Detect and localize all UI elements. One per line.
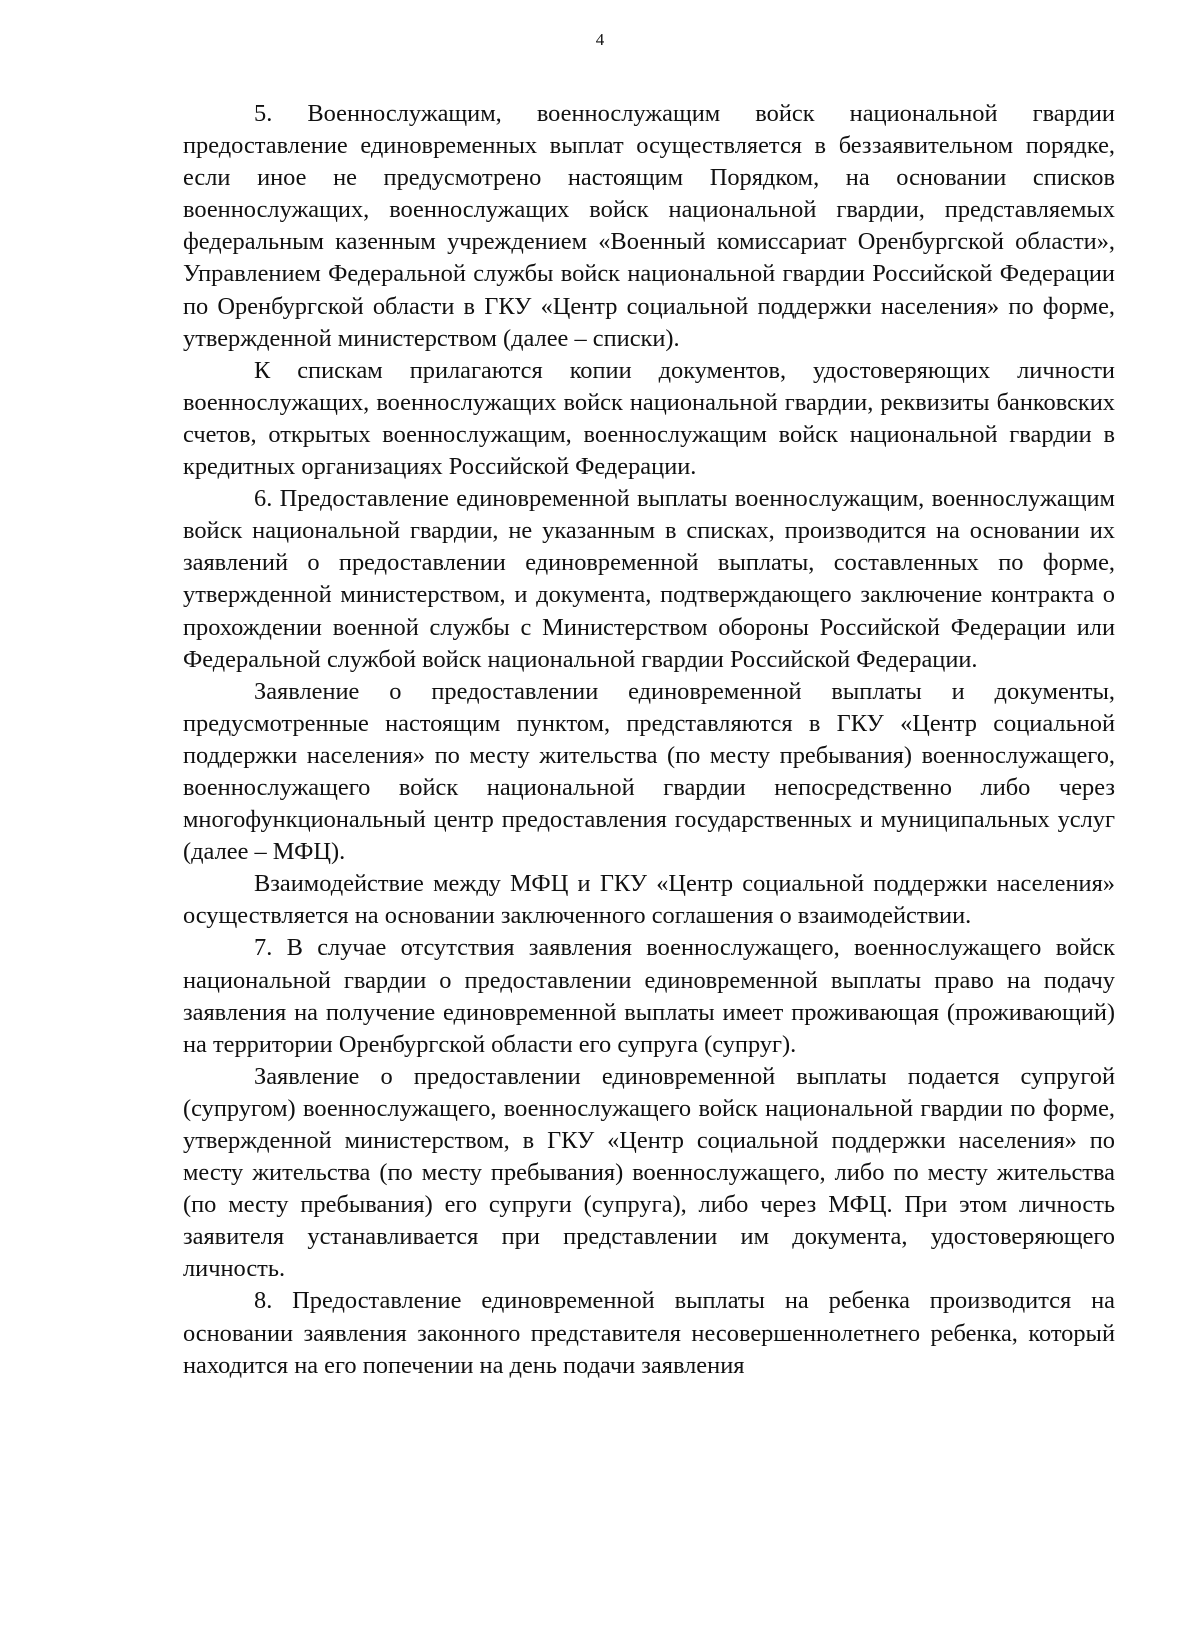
page-number: 4	[595, 30, 605, 49]
paragraph-item-8: 8. Предоставление единовременной выплаты на ребенка производится на основании заявления законного представителя несовершеннолетнего ребенка, который находится на его попечении на день подачи заявления	[183, 1287, 1115, 1379]
paragraph-item-7: 7. В случае отсутствия заявления военнослужащего, военнослужащего войск национальной гвардии о предоставлении единовременной выплаты право на подачу заявления на получение единовременной выплаты имеет проживающая (проживающий) на территории Оренбургской области его супруга (супруг).	[183, 934, 1115, 1058]
paragraph-item-7-spouse-application: Заявление о предоставлении единовременной выплаты подается супругой (супругом) военнослужащего, военнослужащего войск национальной гвардии по форме, утвержденной министерством, в ГКУ «Центр социальной поддержки населения» по месту жительства (по месту пребывания) военнослужащего, либо по месту жительства (по месту пребывания) его супруги (супруга), либо через МФЦ. При этом личность заявителя устанавливается при представлении им документа, удостоверяющего личность.	[183, 1062, 1115, 1283]
paragraph-item-5: 5. Военнослужащим, военнослужащим войск национальной гвардии предоставление единовременных выплат осуществляется в беззаявительном порядке, если иное не предусмотрено настоящим Порядком, на основании списков военнослужащих, военнослужащих войск национальной гвардии, представляемых федеральным казенным учреждением «Военный комиссариат Оренбургской области», Управлением Федеральной службы войск национальной гвардии Российской Федерации по Оренбургской области в ГКУ «Центр социальной поддержки населения» по форме, утвержденной министерством (далее – списки).	[183, 100, 1115, 352]
paragraph-item-5-attachments: К спискам прилагаются копии документов, удостоверяющих личности военнослужащих, военнослужащих войск национальной гвардии, реквизиты банковских счетов, открытых военнослужащим, военнослужащим войск национальной гвардии в кредитных организациях Российской Федерации.	[183, 356, 1115, 481]
paragraph-item-6: 6. Предоставление единовременной выплаты военнослужащим, военнослужащим войск национальной гвардии, не указанным в списках, производится на основании их заявлений о предоставлении единовременной выплаты, составленных по форме, утвержденной министерством, и документа, подтверждающего заключение контракта о прохождении военной службы с Министерством обороны Российской Федерации или Федеральной службой войск национальной гвардии Российской Федерации.	[183, 485, 1115, 673]
paragraph-item-6-interaction: Взаимодействие между МФЦ и ГКУ «Центр социальной поддержки населения» осуществляется на основании заключенного соглашения о взаимодействии.	[183, 870, 1115, 930]
paragraph-item-6-application: Заявление о предоставлении единовременной выплаты и документы, предусмотренные настоящим пунктом, представляются в ГКУ «Центр социальной поддержки населения» по месту жительства (по месту пребывания) военнослужащего, военнослужащего войск национальной гвардии непосредственно либо через многофункциональный центр предоставления государственных и муниципальных услуг (далее – МФЦ).	[183, 677, 1115, 866]
document-body	[183, 98, 1115, 1382]
